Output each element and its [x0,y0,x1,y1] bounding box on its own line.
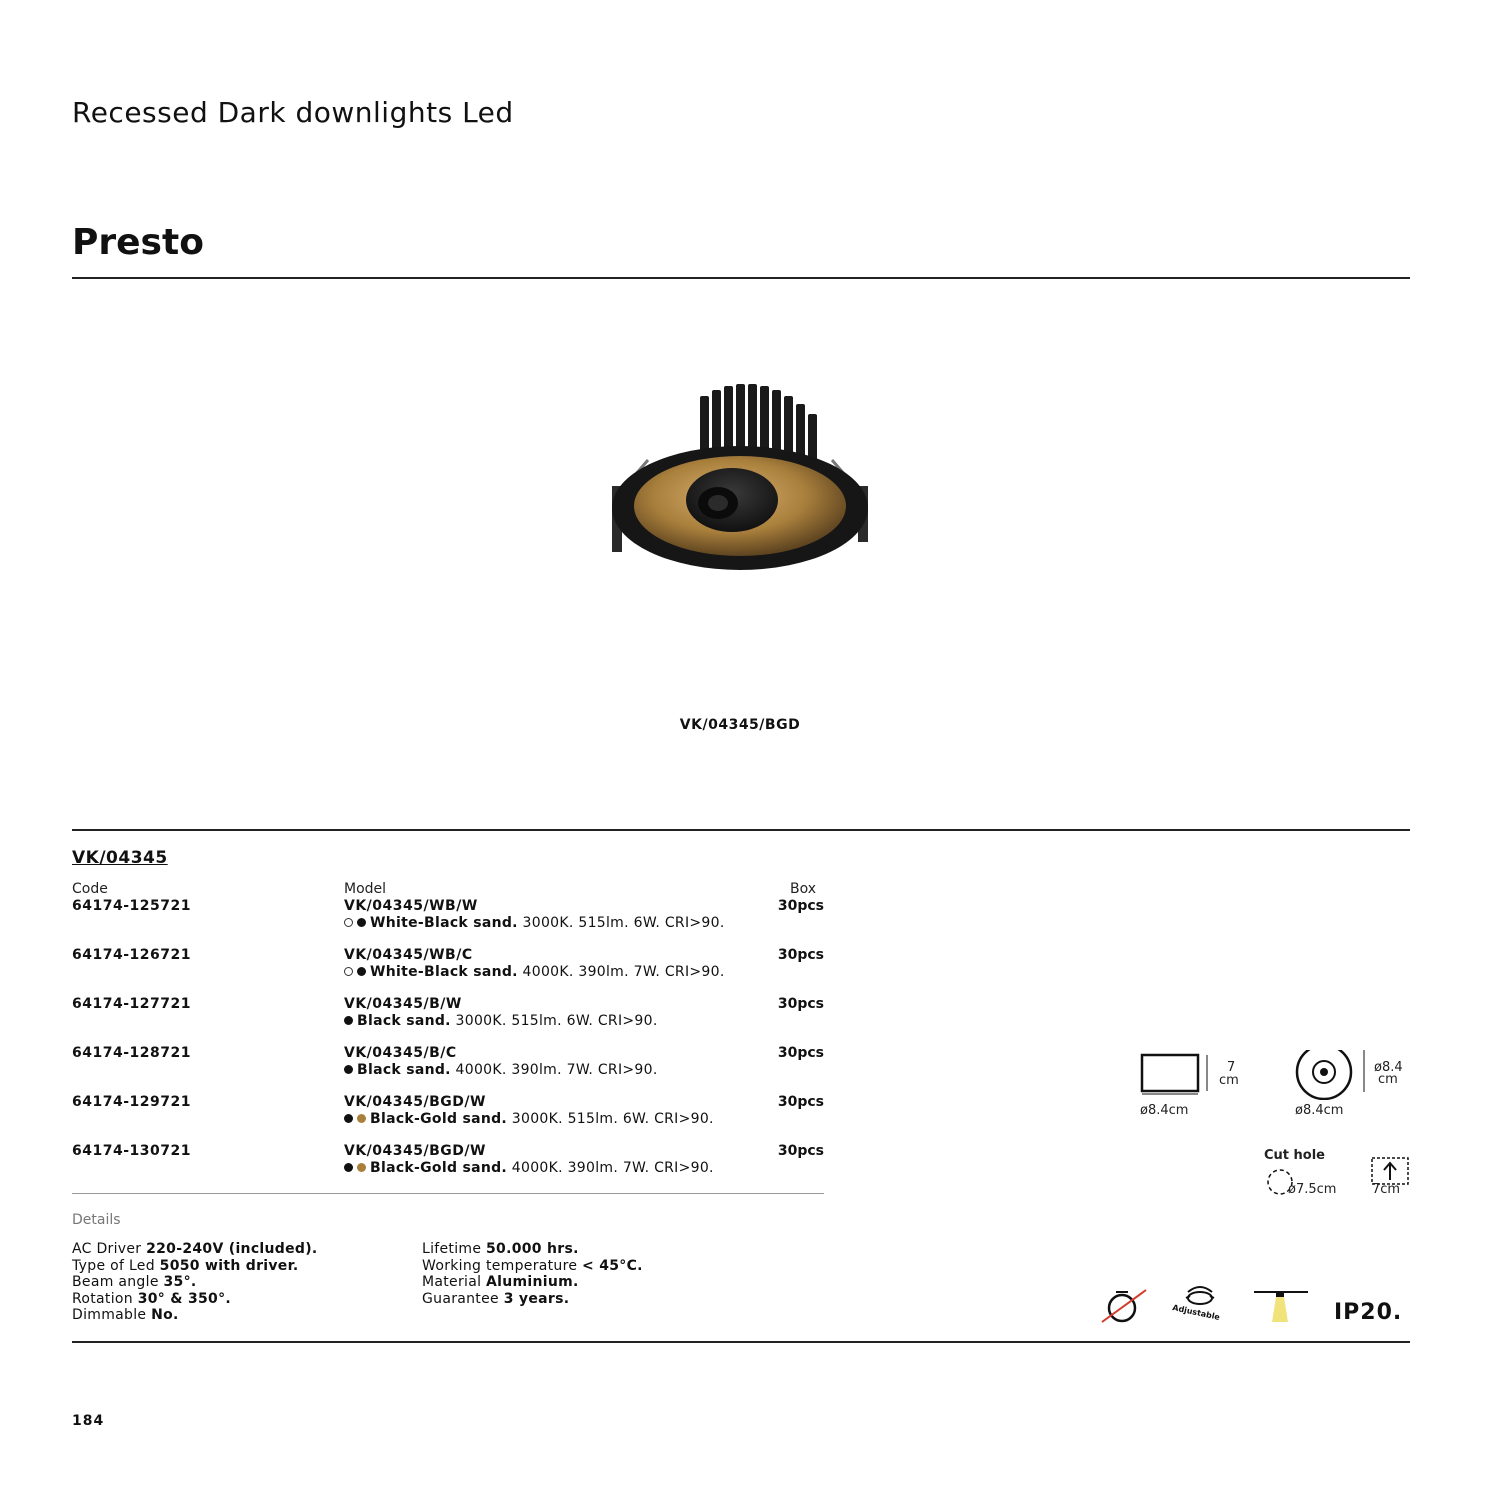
family-title: VK/04345 [72,848,168,868]
detail-label: Material [422,1274,487,1290]
row-finish: White-Black sand. [370,964,518,980]
side-height-value: 7 [1227,1060,1236,1075]
color-swatch-white [344,967,353,976]
table-row [72,947,824,993]
detail-value: 5050 with driver. [159,1257,299,1274]
detail-value: 50.000 hrs. [486,1241,579,1257]
detail-line [72,1291,318,1308]
table-row [72,1094,824,1140]
cut-hole-spec [1262,1148,1412,1200]
row-box: 30pcs [777,996,824,1012]
table-row [72,898,824,944]
table-divider [72,1193,824,1194]
row-model: VK/04345/WB/W [344,898,478,914]
color-swatch-gold [357,1163,366,1172]
color-swatch-white [344,918,353,927]
cut-hole-diameter: ø7.5cm [1288,1182,1337,1197]
detail-label: Lifetime [422,1241,487,1257]
front-dimension-drawing [1290,1050,1420,1120]
beam-light-icon [1252,1288,1310,1324]
row-finish: Black-Gold sand. [370,1111,508,1127]
detail-value: < 45°C. [582,1257,643,1274]
front-width-value: ø8.4cm [1295,1103,1344,1118]
table-row [72,1045,824,1091]
side-height-unit: cm [1219,1073,1239,1088]
product-image [600,378,880,578]
row-finish: Black sand. [357,1013,451,1029]
detail-line [422,1241,643,1258]
footer-divider [72,1341,1410,1343]
row-model: VK/04345/B/W [344,996,462,1012]
col-head-model: Model [344,881,387,897]
side-width-value: ø8.4cm [1140,1103,1189,1118]
color-swatch-black [344,1163,353,1172]
row-specs: 3000K. 515lm. 6W. CRI>90. [507,1111,714,1127]
detail-value: No. [151,1307,179,1323]
details-left [72,1241,318,1324]
front-view-icon [1290,1050,1370,1100]
adjustable-label: Adjustable [1171,1303,1221,1322]
details-right [422,1241,643,1307]
row-description [344,915,725,931]
detail-value: 3 years. [503,1290,570,1307]
details-title: Details [72,1212,121,1228]
detail-label: Type of Led [72,1257,160,1274]
image-caption: VK/04345/BGD [679,717,801,733]
detail-label: Dimmable [72,1307,152,1323]
row-finish: White-Black sand. [370,915,518,931]
not-dimmable-icon [1098,1286,1150,1326]
detail-line [72,1274,318,1291]
table-row [72,996,824,1042]
row-box: 30pcs [777,898,824,914]
row-specs: 4000K. 390lm. 7W. CRI>90. [517,964,725,980]
row-finish: Black-Gold sand. [370,1160,508,1176]
row-box: 30pcs [777,947,824,963]
detail-line [72,1241,318,1258]
detail-label: Rotation [72,1290,138,1307]
adjustable-feature [1168,1284,1232,1330]
detail-label: AC Driver [72,1241,147,1257]
color-swatch-black [357,967,366,976]
col-head-code: Code [72,881,108,897]
row-description [344,1013,658,1029]
row-description [344,964,725,980]
detail-value: 220-240V (included). [146,1241,318,1257]
detail-value: 35°. [163,1274,197,1290]
row-code: 64174-126721 [72,947,191,963]
row-specs: 4000K. 390lm. 7W. CRI>90. [450,1062,658,1078]
row-description [344,1062,658,1078]
row-box: 30pcs [777,1094,824,1110]
detail-label: Beam angle [72,1274,164,1290]
color-swatch-black [344,1016,353,1025]
row-model: VK/04345/B/C [344,1045,457,1061]
page-number: 184 [72,1413,105,1429]
cut-hole-depth: 7cm [1372,1182,1401,1197]
color-swatch-black [357,918,366,927]
row-description [344,1160,714,1176]
color-swatch-black [344,1065,353,1074]
row-specs: 4000K. 390lm. 7W. CRI>90. [507,1160,714,1176]
detail-line [422,1258,643,1275]
header-divider [72,277,1410,279]
section-divider [72,829,1410,831]
row-box: 30pcs [777,1045,824,1061]
front-diameter-unit: cm [1378,1072,1398,1087]
detail-value: 30° & 350°. [137,1290,231,1307]
side-dimension-drawing [1135,1050,1275,1120]
col-head-box: Box [790,881,817,897]
detail-line [422,1274,643,1291]
front-diameter-value: ø8.4 [1374,1060,1403,1075]
row-model: VK/04345/BGD/W [344,1143,486,1159]
detail-value: Aluminium. [486,1274,579,1290]
cut-hole-label: Cut hole [1264,1148,1325,1163]
detail-label: Working temperature [422,1257,582,1274]
color-swatch-gold [357,1114,366,1123]
ip-rating: IP20. [1334,1300,1403,1325]
row-description [344,1111,714,1127]
color-swatch-black [344,1114,353,1123]
row-box: 30pcs [777,1143,824,1159]
row-code: 64174-129721 [72,1094,191,1110]
row-finish: Black sand. [357,1062,451,1078]
row-specs: 3000K. 515lm. 6W. CRI>90. [517,915,725,931]
detail-line [72,1307,318,1324]
detail-line [422,1291,643,1308]
row-model: VK/04345/WB/C [344,947,473,963]
row-specs: 3000K. 515lm. 6W. CRI>90. [450,1013,658,1029]
detail-label: Guarantee [422,1290,504,1307]
row-model: VK/04345/BGD/W [344,1094,486,1110]
row-code: 64174-125721 [72,898,191,914]
product-title: Presto [72,222,204,263]
row-code: 64174-128721 [72,1045,191,1061]
table-row [72,1143,824,1189]
detail-line [72,1258,318,1275]
row-code: 64174-127721 [72,996,191,1012]
row-code: 64174-130721 [72,1143,191,1159]
category-title: Recessed Dark downlights Led [72,96,514,129]
